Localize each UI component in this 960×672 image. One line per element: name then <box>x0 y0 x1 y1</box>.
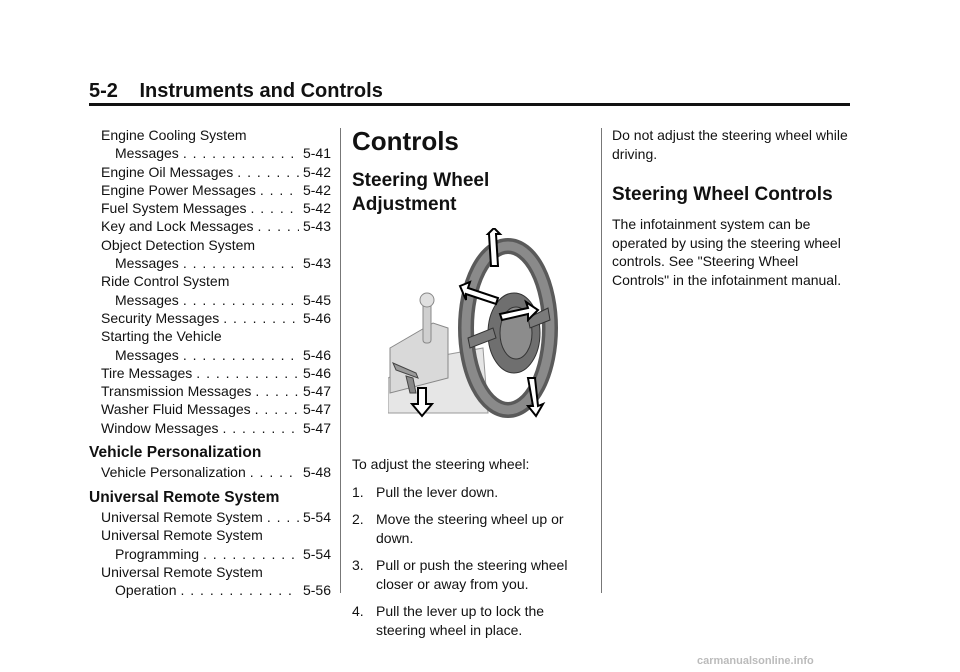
toc-entry[interactable] <box>89 526 331 544</box>
toc-entry-text: Key and Lock Messages <box>101 218 254 235</box>
step-text: Pull the lever down. <box>376 483 499 500</box>
toc-leader-dots <box>260 181 299 199</box>
toc-entry[interactable] <box>89 382 331 400</box>
toc-page-ref: 5-42 <box>302 200 331 217</box>
toc-entry-text: Object Detection System <box>101 236 256 253</box>
step-number: 3. <box>352 557 364 573</box>
toc-page-ref: 5-56 <box>302 582 331 599</box>
toc-entry[interactable] <box>89 163 331 181</box>
toc-page-ref: 5-48 <box>302 464 331 481</box>
step-number: 4. <box>352 603 364 619</box>
toc-entry-text: Tire Messages <box>101 364 193 381</box>
step-text: Pull the lever up to lock the steering wheel in place. <box>376 603 545 638</box>
toc-entry-text: Messages <box>115 346 179 363</box>
toc-page-ref: 5-41 <box>302 145 331 162</box>
toc-section-heading: Universal Remote System <box>89 488 280 506</box>
toc-entry-text: Programming <box>115 545 200 562</box>
toc-entry[interactable] <box>89 327 331 345</box>
toc-entry-text: Security Messages <box>101 309 220 326</box>
toc-page-ref: 5-54 <box>302 545 331 562</box>
toc-leader-dots <box>250 463 299 481</box>
toc-page-ref: 5-46 <box>302 346 331 363</box>
toc-page-ref: 5-46 <box>302 364 331 381</box>
toc-entry-text: Universal Remote System <box>101 527 263 544</box>
step-number: 1. <box>352 483 364 500</box>
toc-entry-text: Ride Control System <box>101 273 230 290</box>
toc-entry-text: Engine Power Messages <box>101 181 256 198</box>
toc-entry[interactable] <box>89 217 331 235</box>
toc-page-ref: 5-46 <box>302 309 331 326</box>
toc-entry-text: Transmission Messages <box>101 383 252 400</box>
toc-entry-text: Engine Cooling System <box>101 127 247 143</box>
toc-entry-text: Universal Remote System <box>101 563 263 580</box>
toc-page-ref: 5-43 <box>302 255 331 272</box>
toc-page-ref: 5-43 <box>302 218 331 235</box>
toc-leader-dots <box>255 400 299 418</box>
toc-leader-dots <box>237 163 299 181</box>
toc-leader-dots <box>203 545 299 563</box>
toc-entry-text: Starting the Vehicle <box>101 328 222 345</box>
watermark: carmanualsonline.info <box>697 655 814 667</box>
toc-entry[interactable] <box>89 144 331 162</box>
toc-page-ref: 5-47 <box>302 419 331 436</box>
adjust-step <box>352 483 587 502</box>
chapter-title: Instruments and Controls <box>139 80 383 102</box>
adjustment-heading: Steering Wheel Adjustment <box>352 170 490 215</box>
toc-entry[interactable] <box>89 545 331 563</box>
toc-entry[interactable] <box>89 563 331 581</box>
adjust-step <box>352 602 587 639</box>
toc-page-ref: 5-42 <box>302 163 331 180</box>
toc-leader-dots <box>183 346 299 364</box>
toc-leader-dots <box>183 291 299 309</box>
toc-page-ref: 5-54 <box>302 508 331 525</box>
toc-entry[interactable] <box>89 419 331 437</box>
toc-leader-dots <box>183 144 299 162</box>
step-text: Pull or push the steering wheel closer or away from you. <box>376 557 568 592</box>
toc-leader-dots <box>223 419 299 437</box>
toc-entry[interactable] <box>89 400 331 418</box>
toc-section-heading: Vehicle Personalization <box>89 444 262 462</box>
header-rule <box>89 103 850 106</box>
toc-entry-text: Vehicle Personalization <box>101 464 246 481</box>
adjust-intro: To adjust the steering wheel: <box>352 456 530 472</box>
toc-entry-text: Messages <box>115 291 179 308</box>
toc-entry-text: Fuel System Messages <box>101 200 247 217</box>
toc-leader-dots <box>258 217 299 235</box>
right-column <box>612 126 852 289</box>
toc-leader-dots <box>183 254 299 272</box>
step-number: 2. <box>352 511 364 527</box>
toc-entry-text: Messages <box>115 255 179 272</box>
step-text: Move the steering wheel up or down. <box>376 511 564 546</box>
toc-entry-text: Universal Remote System <box>101 508 263 525</box>
page-number: 5-2 <box>89 80 118 102</box>
toc-page-ref: 5-42 <box>302 181 331 198</box>
page-header <box>89 80 383 103</box>
adjust-steps <box>352 483 587 640</box>
toc-entry-text: Operation <box>115 582 177 599</box>
toc-entry[interactable] <box>89 364 331 382</box>
table-of-contents <box>89 126 331 599</box>
toc-entry-text: Messages <box>115 145 179 162</box>
toc-entry[interactable] <box>89 126 331 144</box>
column-divider-right <box>601 128 602 593</box>
steering-wheel-illustration <box>388 228 558 418</box>
toc-entry-text: Window Messages <box>101 419 219 436</box>
toc-leader-dots <box>255 382 299 400</box>
toc-entry[interactable] <box>89 291 331 309</box>
toc-leader-dots <box>196 364 299 382</box>
toc-entry[interactable] <box>89 463 331 481</box>
driving-warning: Do not adjust the steering wheel while driving. <box>612 127 848 162</box>
toc-entry[interactable] <box>89 272 331 290</box>
adjust-step <box>352 510 587 547</box>
adjust-step <box>352 556 587 593</box>
toc-leader-dots <box>223 309 299 327</box>
toc-leader-dots <box>180 581 298 599</box>
controls-heading: Controls <box>352 126 459 156</box>
toc-entry[interactable] <box>89 309 331 327</box>
toc-page-ref: 5-45 <box>302 291 331 308</box>
toc-page-ref: 5-47 <box>302 401 331 418</box>
toc-entry[interactable] <box>89 199 331 217</box>
toc-entry[interactable] <box>89 346 331 364</box>
toc-page-ref: 5-47 <box>302 383 331 400</box>
toc-entry[interactable] <box>89 181 331 199</box>
controls-subheading: Steering Wheel Controls <box>612 184 833 205</box>
toc-entry-text: Washer Fluid Messages <box>101 401 251 418</box>
column-divider-left <box>340 128 341 593</box>
toc-entry[interactable] <box>89 236 331 254</box>
toc-entry-text: Engine Oil Messages <box>101 163 234 180</box>
toc-entry[interactable] <box>89 581 331 599</box>
controls-body: The infotainment system can be operated by using the steering wheel controls. See "Steering Wheel Controls" in the infotainment manual. <box>612 216 842 288</box>
toc-leader-dots <box>251 199 299 217</box>
toc-entry[interactable] <box>89 254 331 272</box>
toc-entry[interactable] <box>89 508 331 526</box>
toc-leader-dots <box>267 508 299 526</box>
